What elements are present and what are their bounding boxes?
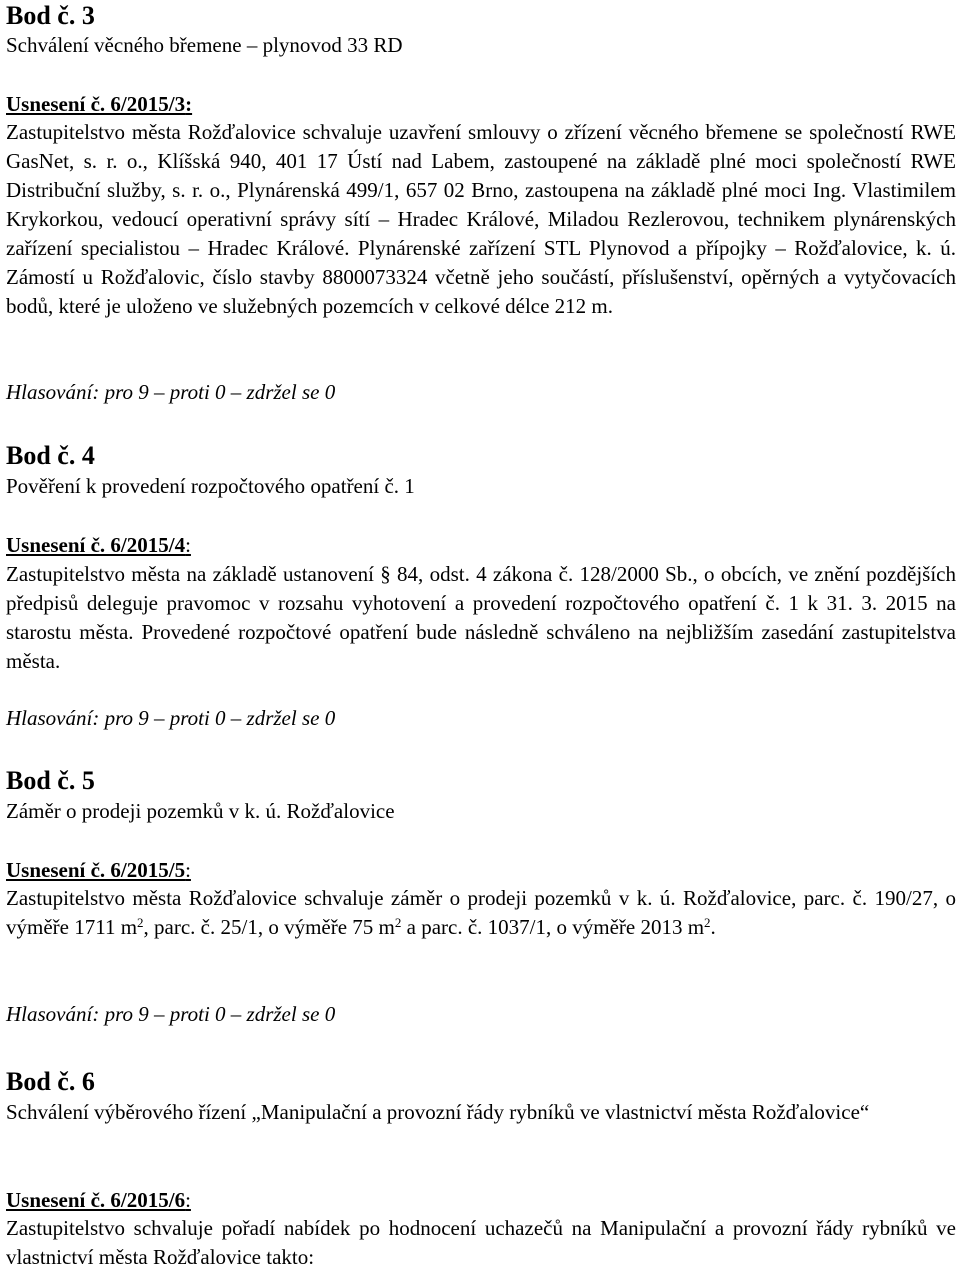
section-3-resolution-label — [6, 90, 956, 119]
section-5-heading: Bod č. 5 — [6, 766, 95, 795]
section-4-heading: Bod č. 4 — [6, 441, 95, 470]
section-6-resolution-colon: : — [185, 1188, 191, 1212]
section-5-resolution-number: Usnesení č. 6/2015/5 — [6, 858, 186, 882]
section-6-resolution-number: Usnesení č. 6/2015/6 — [6, 1188, 186, 1212]
section-3-heading: Bod č. 3 — [6, 1, 95, 30]
section-3-resolution-colon: : — [185, 92, 193, 116]
section-5-title: Záměr o prodeji pozemků v k. ú. Rožďalovice — [6, 799, 395, 823]
section-4-resolution-label — [6, 531, 956, 560]
section-6-heading: Bod č. 6 — [6, 1067, 95, 1096]
section-6-resolution-text: Zastupitelstvo schvaluje pořadí nabídek po hodnocení uchazečů na Manipulační a provozní řády rybníků ve vlastnictví města Rožďalovice takto: — [6, 1216, 956, 1269]
section-5-text-part-c: a parc. č. 1037/1, o výměře 2013 m — [401, 915, 705, 939]
section-3-vote: Hlasování: pro 9 – proti 0 – zdržel se 0 — [6, 380, 336, 404]
section-3-resolution-text: Zastupitelstvo města Rožďalovice schvaluje uzavření smlouvy o zřízení věcného břemene se společností RWE GasNet, s. r. o., Klíšská 940, 401 17 Ústí nad Labem, zastoupené na základě plné moci společností RWE Distribuční služby, s. r. o., Plynárenská 499/1, 657 02 Brno, zastoupena na základě plné moci Ing. Vlastimilem Krykorkou, vedoucí operativní správy sítí – Hradec Králové, Miladou Rezlerovou, technikem plynárenských zařízení specialistou – Hradec Králové. Plynárenské zařízení STL Plynovod a přípojky – Rožďalovice, k. ú. Zámostí u Rožďalovic, číslo stavby 8800073324 včetně jeho součástí, příslušenství, opěrných a vytyčovacích bodů, které je uloženo ve služebných pozemcích v celkové délce 212 m. — [6, 120, 956, 318]
section-4-resolution-colon: : — [185, 533, 191, 557]
section-5-text-part-d: . — [710, 915, 716, 939]
section-5-resolution-colon: : — [185, 858, 191, 882]
section-6-resolution-label — [6, 1186, 956, 1215]
section-4-title: Pověření k provedení rozpočtového opatření č. 1 — [6, 474, 415, 498]
section-5-sup-2: 2 — [394, 915, 402, 930]
section-4-vote: Hlasování: pro 9 – proti 0 – zdržel se 0 — [6, 706, 336, 730]
section-5-text-part-b: , parc. č. 25/1, o výměře 75 m — [143, 915, 395, 939]
section-5-resolution-label — [6, 856, 956, 885]
section-5-sup-1: 2 — [137, 915, 144, 930]
section-5-resolution-text — [6, 884, 956, 942]
section-5-vote: Hlasování: pro 9 – proti 0 – zdržel se 0 — [6, 1002, 336, 1026]
section-4-resolution-text: Zastupitelstvo města na základě ustanovení § 84, odst. 4 zákona č. 128/2000 Sb., o obcích, ve znění pozdějších předpisů deleguje pravomoc v rozsahu vyhotovení a provedení rozpočtového opatření č. 1 k 31. 3. 2015 na starostu města. Provedené rozpočtové opatření bude následně schváleno na nejbližším zasedání zastupitelstva města. — [6, 562, 956, 673]
section-3-resolution-number: Usnesení č. 6/2015/3 — [6, 92, 186, 116]
section-5-sup-3: 2 — [704, 915, 711, 930]
section-3-title: Schválení věcného břemene – plynovod 33 RD — [6, 33, 403, 57]
section-5-text-part-a: Zastupitelstvo města Rožďalovice schvaluje záměr o prodeji pozemků v k. ú. Rožďalovice, parc. č. 190/27, o výměře 1711 m — [6, 886, 956, 939]
section-6-title: Schválení výběrového řízení „Manipulační a provozní řády rybníků ve vlastnictví města Rožďalovice“ — [6, 1100, 870, 1124]
section-4-resolution-number: Usnesení č. 6/2015/4 — [6, 533, 186, 557]
